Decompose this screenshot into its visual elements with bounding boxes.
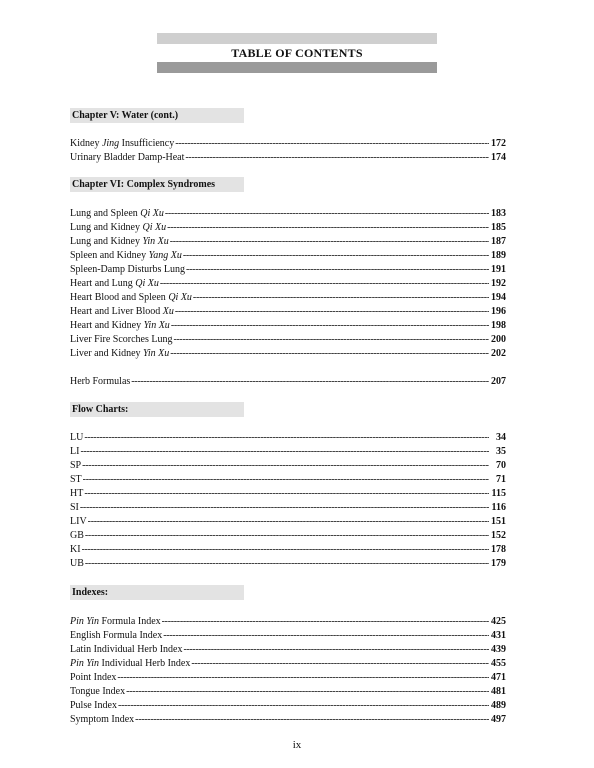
dot-leader [163, 629, 489, 643]
dot-leader [167, 221, 489, 235]
toc-entry-title [70, 501, 79, 515]
toc-entry-page: 35 [496, 446, 506, 457]
toc-entry[interactable] [70, 657, 506, 671]
dot-leader [117, 671, 489, 685]
toc-entry-title [70, 277, 159, 291]
toc-entry-title-text: Heart and Liver Blood [70, 306, 163, 317]
toc-entry-title [70, 137, 174, 151]
toc-entry-title [70, 685, 125, 699]
toc-entry[interactable] [70, 557, 506, 571]
toc-entry-page: 115 [491, 488, 506, 499]
page-title: TABLE OF CONTENTS [231, 46, 363, 60]
toc-entry-title-text: Spleen-Damp Disturbs Lung [70, 264, 185, 275]
toc-entry[interactable] [70, 137, 506, 151]
toc-entry-page: 191 [491, 264, 506, 275]
toc-entry-title [70, 249, 182, 263]
toc-entry-title-text: Heart and Lung [70, 278, 136, 289]
toc-entry-title-text: UB [70, 558, 84, 569]
toc-entry-title [70, 333, 172, 347]
toc-entry-title-text: Liver Fire Scorches Lung [70, 334, 173, 345]
toc-entry[interactable] [70, 515, 506, 529]
toc-entry-title-italic: Qi Xu [168, 292, 192, 303]
toc-entry[interactable] [70, 263, 506, 277]
toc-entry-title [70, 207, 164, 221]
toc-entry-page: 481 [491, 686, 506, 697]
toc-entry-title-text: Lung and Kidney [70, 236, 143, 247]
dot-leader [85, 557, 489, 571]
toc-entry[interactable] [70, 685, 506, 699]
dot-leader [183, 249, 489, 263]
toc-entry-title [70, 529, 84, 543]
toc-entry[interactable] [70, 151, 506, 165]
toc-entry-page: 183 [491, 208, 506, 219]
toc-entry-page: 192 [491, 278, 506, 289]
toc-entry-page: 178 [491, 544, 506, 555]
toc-entry-page: 196 [491, 306, 506, 317]
toc-entry-page: 172 [491, 138, 506, 149]
toc-entry-title-text: Liver and Kidney [70, 348, 144, 359]
toc-entry-page: 189 [491, 250, 506, 261]
toc-entry-title [70, 543, 81, 557]
title-bar-bottom [157, 62, 437, 73]
toc-entry-title-text: Latin Individual Herb Index [70, 644, 183, 655]
section-entries [70, 615, 506, 727]
toc-entry[interactable] [70, 235, 506, 249]
toc-entry-page: 200 [491, 334, 506, 345]
toc-entry-title-text: Symptom Index [70, 714, 135, 725]
toc-entry-page: 185 [491, 222, 506, 233]
toc-entry-title-text: GB [70, 530, 84, 541]
toc-entry[interactable] [70, 221, 506, 235]
toc-entry-title-italic: Qi Xu [140, 208, 164, 219]
section-heading: Flow Charts: [70, 402, 244, 417]
section-heading: Indexes: [70, 585, 244, 600]
toc-entry-title-text: Insufficiency [119, 138, 175, 149]
toc-entry-title [70, 473, 82, 487]
toc-entry[interactable] [70, 305, 506, 319]
toc-entry-title-text: SP [70, 460, 82, 471]
toc-entry-title-text: ST [70, 474, 82, 485]
section-entries [70, 431, 506, 571]
toc-entry[interactable] [70, 375, 506, 389]
section-entries [70, 207, 506, 361]
dot-leader [82, 543, 489, 557]
toc-entry[interactable] [70, 629, 506, 643]
title-bar-top [157, 33, 437, 44]
toc-entry-title-italic: Yin Xu [143, 348, 170, 359]
toc-entry-title [70, 657, 190, 671]
toc-entry-title-italic: Yin Xu [143, 320, 170, 331]
dot-leader [84, 431, 489, 445]
toc-entry-title-text: Heart Blood and Spleen [70, 292, 169, 303]
toc-entry[interactable] [70, 445, 506, 459]
toc-entry-page: 497 [491, 714, 506, 725]
toc-entry-page: 202 [491, 348, 506, 359]
toc-entry[interactable] [70, 249, 506, 263]
toc-entry-page: 71 [496, 474, 506, 485]
dot-leader [175, 137, 489, 151]
toc-entry-title-text: Point Index [70, 672, 117, 683]
toc-entry-title [70, 557, 84, 571]
toc-entry-title-italic: Jing [101, 138, 120, 149]
toc-entry-title-italic: Pin Yin [70, 616, 99, 627]
toc-entry-page: 425 [491, 616, 506, 627]
toc-entry-title [70, 263, 185, 277]
toc-entry[interactable] [70, 333, 506, 347]
dot-leader [131, 375, 489, 389]
toc-entry-title-text: LU [70, 432, 84, 443]
toc-entry-title-text: Lung and Spleen [70, 208, 141, 219]
toc-entry[interactable] [70, 291, 506, 305]
dot-leader [175, 305, 489, 319]
toc-entry-title [70, 291, 192, 305]
toc-entry-title-text: Tongue Index [70, 686, 126, 697]
toc-entry-page: 151 [491, 516, 506, 527]
toc-entry-page: 194 [491, 292, 506, 303]
toc-entry-title [70, 431, 83, 445]
toc-entry-title-text: Formula Index [98, 616, 161, 627]
toc-entry[interactable] [70, 459, 506, 473]
dot-leader [162, 615, 489, 629]
toc-entry-title [70, 699, 117, 713]
dot-leader [191, 657, 489, 671]
dot-leader [126, 685, 489, 699]
toc-entry-title-italic: Qi Xu [135, 278, 159, 289]
toc-entry-title [70, 515, 87, 529]
toc-entry-title [70, 375, 130, 389]
dot-leader [170, 235, 489, 249]
toc-entry-page: 179 [491, 558, 506, 569]
dot-leader [80, 445, 489, 459]
toc-entry-title [70, 615, 161, 629]
toc-entry-title-italic: Yang Xu [148, 250, 182, 261]
dot-leader [84, 487, 489, 501]
toc-entry-page: 471 [491, 672, 506, 683]
toc-entry-title-italic: Yin Xu [142, 236, 169, 247]
toc-entry-title [70, 643, 182, 657]
toc-entry-title-text: Heart and Kidney [70, 320, 144, 331]
toc-entry-title-text: Urinary Bladder Damp-Heat [70, 152, 185, 163]
toc-entry-title-italic: Xu [162, 306, 174, 317]
toc-entry-title-text: Spleen and Kidney [70, 250, 149, 261]
toc-entry-title [70, 671, 116, 685]
toc-entry-title-italic: Pin Yin [70, 658, 99, 669]
toc-entry-page: 431 [491, 630, 506, 641]
toc-entry-title [70, 347, 169, 361]
toc-entry-page: 34 [496, 432, 506, 443]
section-trailing-entries [70, 375, 506, 389]
dot-leader [173, 333, 489, 347]
toc-entry-title [70, 459, 81, 473]
dot-leader [83, 473, 489, 487]
toc-entry-page: 439 [491, 644, 506, 655]
toc-entry-page: 455 [491, 658, 506, 669]
toc-entry-title-italic: Qi Xu [142, 222, 167, 233]
dot-leader [80, 501, 489, 515]
toc-entry-page: 489 [491, 700, 506, 711]
toc-entry-title-text: Individual Herb Index [98, 658, 191, 669]
section-entries [70, 137, 506, 165]
toc-entry-title-text: KI [70, 544, 81, 555]
toc-entry-page: 174 [491, 152, 506, 163]
dot-leader [185, 151, 489, 165]
toc-entry[interactable] [70, 501, 506, 515]
toc-entry[interactable] [70, 671, 506, 685]
toc-entry-title-text: LIV [70, 516, 87, 527]
dot-leader [135, 713, 489, 727]
toc-entry[interactable] [70, 319, 506, 333]
dot-leader [85, 529, 489, 543]
toc-entry-title-text: LI [70, 446, 80, 457]
toc-entry-page: 207 [491, 376, 506, 387]
toc-entry[interactable] [70, 699, 506, 713]
toc-entry-title-text: Lung and Kidney [70, 222, 143, 233]
dot-leader [193, 291, 489, 305]
toc-entry-title [70, 319, 170, 333]
toc-entry[interactable] [70, 615, 506, 629]
dot-leader [160, 277, 489, 291]
toc-entry-title-text: HT [70, 488, 84, 499]
toc-entry-title [70, 487, 83, 501]
dot-leader [88, 515, 489, 529]
toc-entry[interactable] [70, 347, 506, 361]
toc-entry[interactable] [70, 207, 506, 221]
toc-entry[interactable] [70, 543, 506, 557]
toc-entry[interactable] [70, 713, 506, 727]
dot-leader [165, 207, 489, 221]
toc-entry[interactable] [70, 643, 506, 657]
toc-entry-title [70, 629, 162, 643]
toc-entry-title-text: SI [70, 502, 79, 513]
toc-entry-title [70, 235, 169, 249]
toc-entry[interactable] [70, 431, 506, 445]
toc-entry[interactable] [70, 529, 506, 543]
toc-entry-title-text: English Formula Index [70, 630, 163, 641]
page-number: ix [292, 739, 302, 751]
toc-entry-title [70, 151, 184, 165]
toc-entry[interactable] [70, 473, 506, 487]
toc-entry-page: 116 [491, 502, 506, 513]
dot-leader [186, 263, 489, 277]
section-heading: Chapter VI: Complex Syndromes [70, 177, 244, 192]
section-heading: Chapter V: Water (cont.) [70, 108, 244, 123]
dot-leader [118, 699, 489, 713]
dot-leader [170, 347, 489, 361]
toc-entry-title-text: Herb Formulas [70, 376, 131, 387]
toc-entry-title [70, 221, 166, 235]
dot-leader [82, 459, 489, 473]
toc-entry-title-text: Kidney [70, 138, 102, 149]
dot-leader [183, 643, 489, 657]
dot-leader [171, 319, 489, 333]
toc-entry-title [70, 713, 134, 727]
toc-entry-page: 70 [496, 460, 506, 471]
toc-entry-page: 152 [491, 530, 506, 541]
toc-entry[interactable] [70, 277, 506, 291]
toc-entry-title [70, 305, 174, 319]
toc-entry-title-text: Pulse Index [70, 700, 117, 711]
toc-entry[interactable] [70, 487, 506, 501]
toc-entry-page: 198 [491, 320, 506, 331]
toc-entry-page: 187 [491, 236, 506, 247]
toc-entry-title [70, 445, 79, 459]
